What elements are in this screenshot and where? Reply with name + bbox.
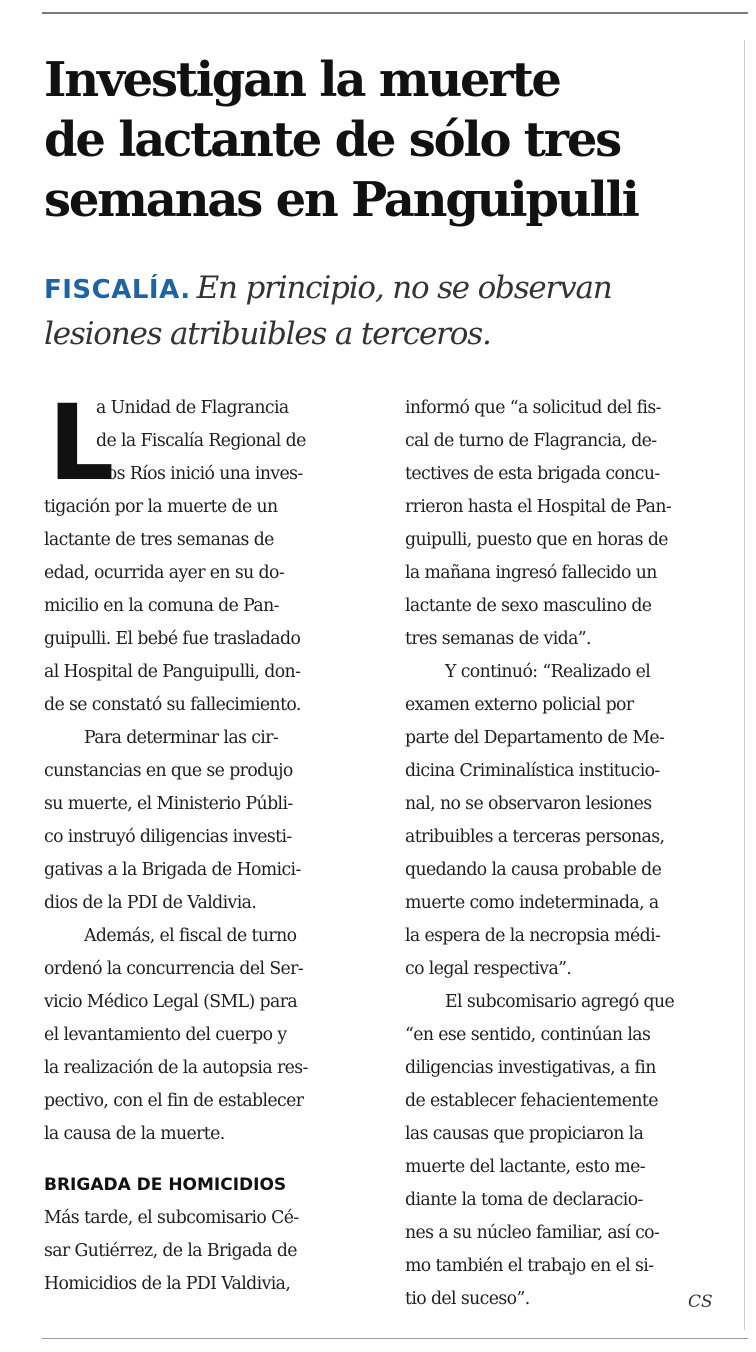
body-line: diligencias investigativas, a fin [405,1058,656,1078]
body-line: rrieron hasta el Hospital de Pan- [405,497,672,517]
body-line: tectives de esta brigada concu- [405,464,660,484]
column-edge-rule [744,40,745,1330]
body-line: ordenó la concurrencia del Ser- [44,959,304,979]
body-line: guipulli, puesto que en horas de [405,530,668,550]
body-line: tres semanas de vida”. [405,629,591,649]
body-line: quedando la causa probable de [405,860,662,880]
body-line: parte del Departamento de Me- [405,728,665,748]
body-line: gativas a la Brigada de Homici- [44,860,301,880]
article-column-left [44,382,379,1301]
body-line: cal de turno de Flagrancia, de- [405,431,657,451]
body-line: atribuibles a terceras personas, [405,827,665,847]
body-line: de establecer fehacientemente [405,1091,658,1111]
body-line: la espera de la necropsia médi- [405,926,661,946]
body-line: co instruyó diligencias investi- [44,827,292,847]
body-line: vicio Médico Legal (SML) para [44,992,298,1012]
drop-cap: L [48,382,114,504]
headline-line: semanas en Panguipulli [44,172,638,228]
paragraph [405,656,738,986]
body-line: Homicidios de la PDI Valdivia, [44,1274,291,1294]
body-line: tio del suceso”. [405,1289,530,1309]
headline-line: Investigan la muerte [44,52,560,108]
body-line: guipulli. El bebé fue trasladado [44,629,301,649]
body-line: edad, ocurrida ayer en su do- [44,563,285,583]
body-line: “en ese sentido, continúan las [405,1025,651,1045]
body-line: la realización de la autopsia res- [44,1058,308,1078]
body-line: lactante de sexo masculino de [405,596,652,616]
body-line: lactante de tres semanas de [44,530,274,550]
body-line: el levantamiento del cuerpo y [44,1025,287,1045]
body-line: tigación por la muerte de un [44,497,278,517]
body-line: cunstancias en que se produjo [44,761,293,781]
paragraph [44,1202,379,1301]
subhead-text: En principio, no se observan [196,270,612,306]
subhead-line [44,266,744,312]
body-line: la causa de la muerte. [44,1124,225,1144]
subheadline [44,266,744,356]
paragraph [44,382,379,722]
paragraph [44,920,379,1151]
body-line: nes a su núcleo familiar, así co- [405,1223,660,1243]
body-line: su muerte, el Ministerio Públi- [44,794,293,814]
paragraph [405,986,738,1316]
body-line: al Hospital de Panguipulli, don- [44,662,301,682]
body-line: micilio en la comuna de Pan- [44,596,279,616]
paragraph [44,722,379,920]
headline [44,50,744,230]
headline-line: de lactante de sólo tres [44,112,621,168]
body-line: Más tarde, el subcomisario Cé- [44,1208,299,1228]
bottom-rule [42,1338,748,1339]
top-rule [42,12,748,14]
body-line: co legal respectiva”. [405,959,572,979]
body-line: Los Ríos inició una inves- [96,464,303,484]
article-column-right [405,392,738,1316]
body-line: sar Gutiérrez, de la Brigada de [44,1241,297,1261]
section-heading: BRIGADA DE HOMICIDIOS [44,1175,287,1195]
body-line: Para determinar las cir- [84,728,279,748]
body-line: informó que “a solicitud del fis- [405,398,661,418]
body-line: mo también el trabajo en el si- [405,1256,654,1276]
body-line: la mañana ingresó fallecido un [405,563,657,583]
body-line: examen externo policial por [405,695,634,715]
body-line: Además, el fiscal de turno [84,926,297,946]
body-line: Y continuó: “Realizado el [445,662,651,682]
subhead-line: lesiones atribuibles a terceros. [44,316,491,352]
body-line: dios de la PDI de Valdivia. [44,893,257,913]
kicker: FISCALÍA. [44,275,191,305]
author-signoff: CS [688,1292,713,1312]
body-line: pectivo, con el fin de establecer [44,1091,304,1111]
paragraph [405,392,738,656]
body-line: muerte como indeterminada, a [405,893,659,913]
body-line: El subcomisario agregó que [445,992,675,1012]
body-line: nal, no se observaron lesiones [405,794,652,814]
body-line: de se constató su fallecimiento. [44,695,301,715]
body-line: dicina Criminalística institucio- [405,761,660,781]
body-line: a Unidad de Flagrancia [96,398,289,418]
body-line: las causas que propiciaron la [405,1124,644,1144]
body-line: diante la toma de declaracio- [405,1190,643,1210]
body-line: muerte del lactante, esto me- [405,1157,646,1177]
body-line: de la Fiscalía Regional de [96,431,306,451]
